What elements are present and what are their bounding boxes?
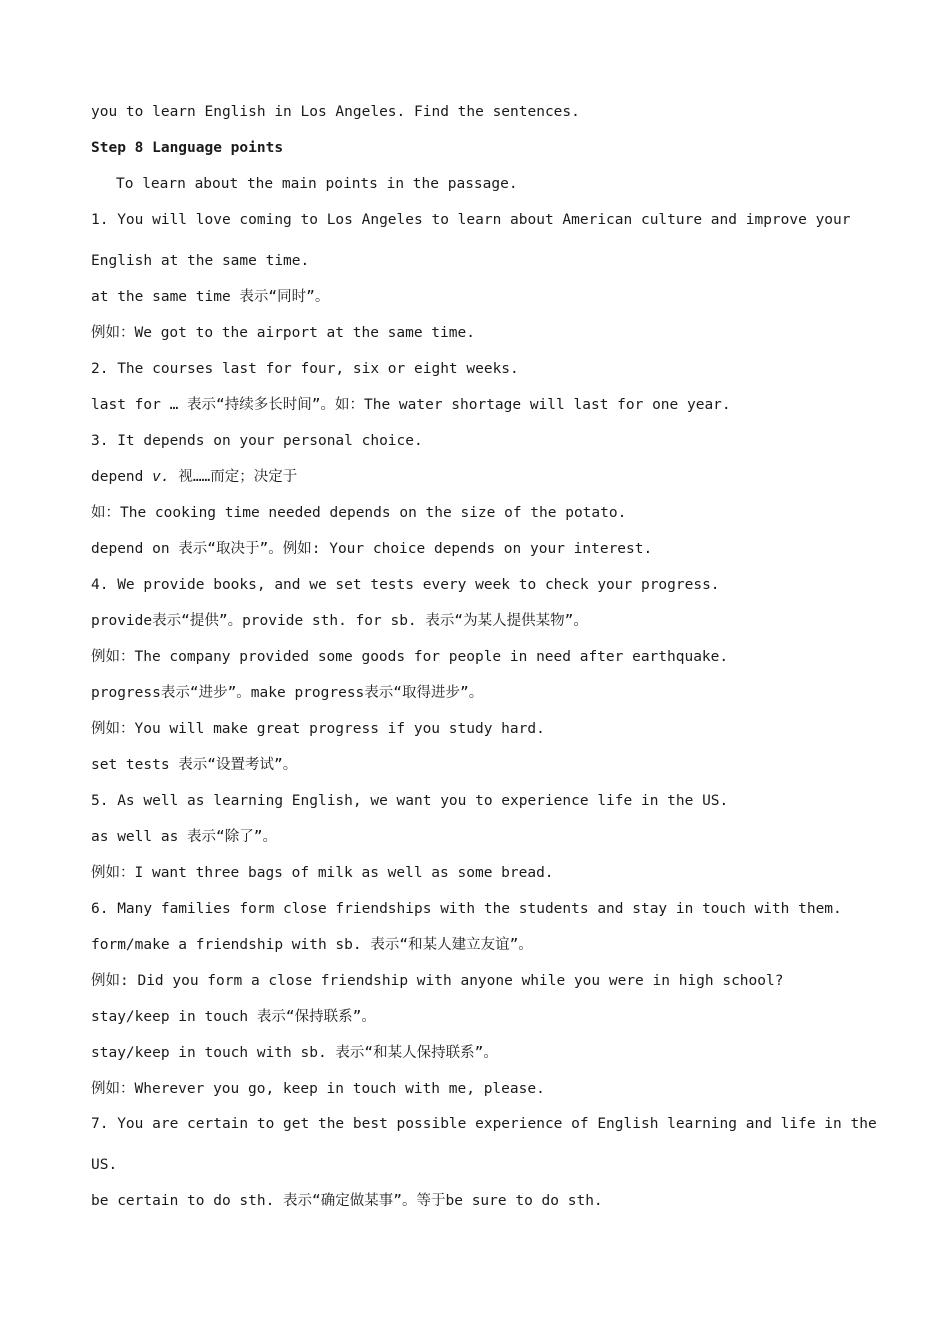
text-line: 如：The cooking time needed depends on the size of the potato. [91,505,627,521]
text-line: at the same time 表示“同时”。 [91,289,330,305]
text-line: provide表示“提供”。provide sth. for sb. 表示“为某人提供某物”。 [91,613,588,629]
text-line: depend on 表示“取决于”。例如: Your choice depends on your interest. [91,541,653,557]
text-line: To learn about the main points in the passage. [116,176,518,192]
text-line: 例如：I want three bags of milk as well as some bread. [91,865,554,881]
text-line [91,468,297,486]
text-line: 1. You will love coming to Los Angeles to learn about American culture and improve your [91,212,851,228]
text-line: as well as 表示“除了”。 [91,829,277,845]
text-line: 5. As well as learning English, we want you to experience life in the US. [91,793,729,809]
text-line: English at the same time. [91,253,310,269]
text-line: 3. It depends on your personal choice. [91,433,423,449]
text-line: 例如：The company provided some goods for people in need after earthquake. [91,649,729,665]
text-line: US. [91,1157,118,1173]
text-line: 6. Many families form close friendships with the students and stay in touch with them. [91,901,842,917]
text-line: progress表示“进步”。make progress表示“取得进步”。 [91,685,484,701]
text-line: stay/keep in touch 表示“保持联系”。 [91,1009,376,1025]
text-line: last for … 表示“持续多长时间”。如：The water shortage will last for one year. [91,397,731,413]
text-line: 7. You are certain to get the best possible experience of English learning and life in the [91,1116,877,1132]
text-line: 例如: Did you form a close friendship with anyone while you were in high school? [91,973,784,989]
text-line: 4. We provide books, and we set tests every week to check your progress. [91,577,720,593]
definition: 视……而定；决定于 [178,469,298,485]
text-line: be certain to do sth. 表示“确定做某事”。等于be sure to do sth. [91,1193,603,1209]
text-line: 例如：Wherever you go, keep in touch with me, please. [91,1081,545,1097]
text-line: 例如：You will make great progress if you study hard. [91,721,545,737]
part-of-speech: v. [152,469,170,485]
text-line: 2. The courses last for four, six or eight weeks. [91,361,519,377]
section-heading: Step 8 Language points [91,140,284,156]
text-line: set tests 表示“设置考试”。 [91,757,298,773]
term: depend [91,469,144,485]
text-line: form/make a friendship with sb. 表示“和某人建立友谊”。 [91,937,533,953]
text-line: you to learn English in Los Angeles. Find the sentences. [91,104,580,120]
text-line: 例如：We got to the airport at the same time. [91,325,475,341]
text-line: stay/keep in touch with sb. 表示“和某人保持联系”。 [91,1045,498,1061]
